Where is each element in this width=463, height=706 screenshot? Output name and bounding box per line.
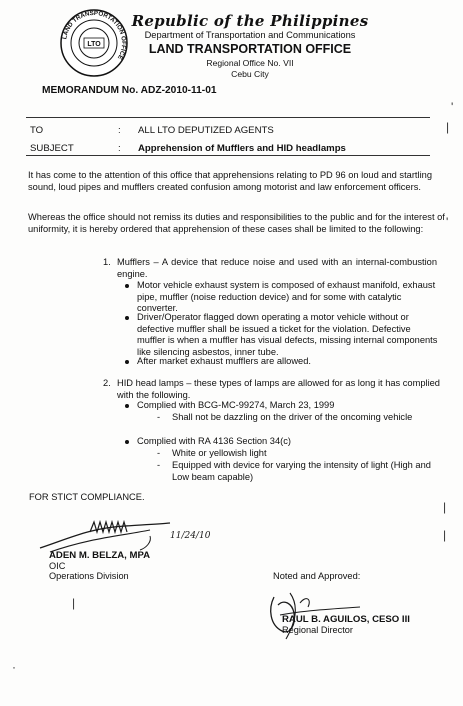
paragraph-order: Whereas the office should not remiss its duties and responsibilities to the public and for the interest of uniformity, it is hereby ordered that apprehension of these cases shall be limited to the following:: [28, 212, 445, 234]
item-2-condition-2-sub-2: Equipped with device for varying the intensity of light (High and Low beam capable): [172, 460, 431, 482]
bullet-dot: [125, 284, 129, 288]
bullet-dot: [125, 360, 129, 364]
svg-text:LTO: LTO: [87, 41, 101, 48]
scan-mark: |: [446, 120, 450, 134]
divider-top: [26, 117, 430, 118]
signatory-1-division: Operations Division: [49, 571, 129, 581]
signatory-1-name: ADEN M. BELZA, MPA: [49, 550, 151, 561]
noted-approved-label: Noted and Approved:: [273, 571, 361, 581]
dash-marker: -: [157, 412, 161, 422]
scan-mark: ': [446, 215, 449, 229]
item-1-text: Mufflers – A device that reduce noise and used with an internal-combustion engine.: [117, 257, 437, 279]
bullet-dot: [125, 440, 129, 444]
item-1-bullet-3: After market exhaust mufflers are allowed.: [137, 356, 311, 366]
memorandum-number: MEMORANDUM No. ADZ-2010-11-01: [42, 85, 217, 96]
scan-mark: |: [443, 500, 447, 514]
item-1-bullet-2: Driver/Operator flagged down operating a motor vehicle without or defective muffler shall be issued a ticket for the violation. Defective muffler is when a muffler has visual defects, missing internal components like silencing asbestos, inner tube.: [137, 312, 438, 357]
item-2-condition-1: Complied with BCG-MC-99274, March 23, 1999: [137, 400, 335, 410]
lto-seal-logo: [60, 9, 128, 77]
subject-value: Apprehension of Mufflers and HID headlamps: [138, 143, 346, 154]
scan-mark: |: [72, 596, 76, 610]
scan-mark: ·: [12, 660, 16, 674]
divider-bottom: [26, 155, 430, 156]
svg-text:11/24/10: 11/24/10: [170, 531, 210, 541]
item-2-number: 2.: [103, 378, 111, 388]
office-name: LAND TRANSPORTATION OFFICE: [148, 42, 352, 56]
regional-office: Regional Office No. VII: [206, 58, 294, 68]
subject-colon: :: [118, 143, 121, 154]
republic-heading: Republic of the Philippines: [131, 12, 369, 30]
subject-label: SUBJECT: [30, 143, 74, 154]
dash-marker: -: [157, 448, 161, 458]
compliance-line: FOR STICT COMPLIANCE.: [29, 492, 145, 502]
to-value: ALL LTO DEPUTIZED AGENTS: [138, 125, 274, 136]
svg-text:LAND TRANSPORTATION OFFICE: LAND TRANSPORTATION OFFICE: [61, 9, 128, 61]
paragraph-intro: It has come to the attention of this office that apprehensions relating to PD 96 on loud and startling sound, loud pipes and mufflers created confusion among motorist and law enforcement officers.: [28, 170, 432, 192]
bullet-dot: [125, 404, 129, 408]
to-colon: :: [118, 125, 121, 136]
to-label: TO: [30, 125, 44, 136]
item-1-number: 1.: [103, 257, 111, 267]
scan-mark: |: [443, 528, 447, 542]
signatory-2-name: RAUL B. AGUILOS, CESO III: [282, 614, 410, 625]
department-line: Department of Transportation and Communications: [144, 30, 356, 40]
bullet-dot: [125, 316, 129, 320]
item-1-bullet-1: Motor vehicle exhaust system is composed of exhaust manifold, exhaust pipe, muffler (noise reduction device) and for some with catalytic converter.: [137, 280, 436, 314]
item-2-condition-1-sub: Shall not be dazzling on the driver of the oncoming vehicle: [172, 412, 413, 422]
dash-marker: -: [157, 460, 161, 470]
scan-mark: ': [451, 100, 454, 114]
city: Cebu City: [231, 69, 269, 79]
item-2-text: HID head lamps – these types of lamps are allowed for as long it has complied with the following.: [117, 378, 440, 400]
signatory-1-title: OIC: [49, 561, 66, 571]
item-2-condition-2: Complied with RA 4136 Section 34(c): [137, 436, 291, 446]
item-2-condition-2-sub-1: White or yellowish light: [172, 448, 267, 458]
signatory-2-title: Regional Director: [282, 625, 353, 635]
